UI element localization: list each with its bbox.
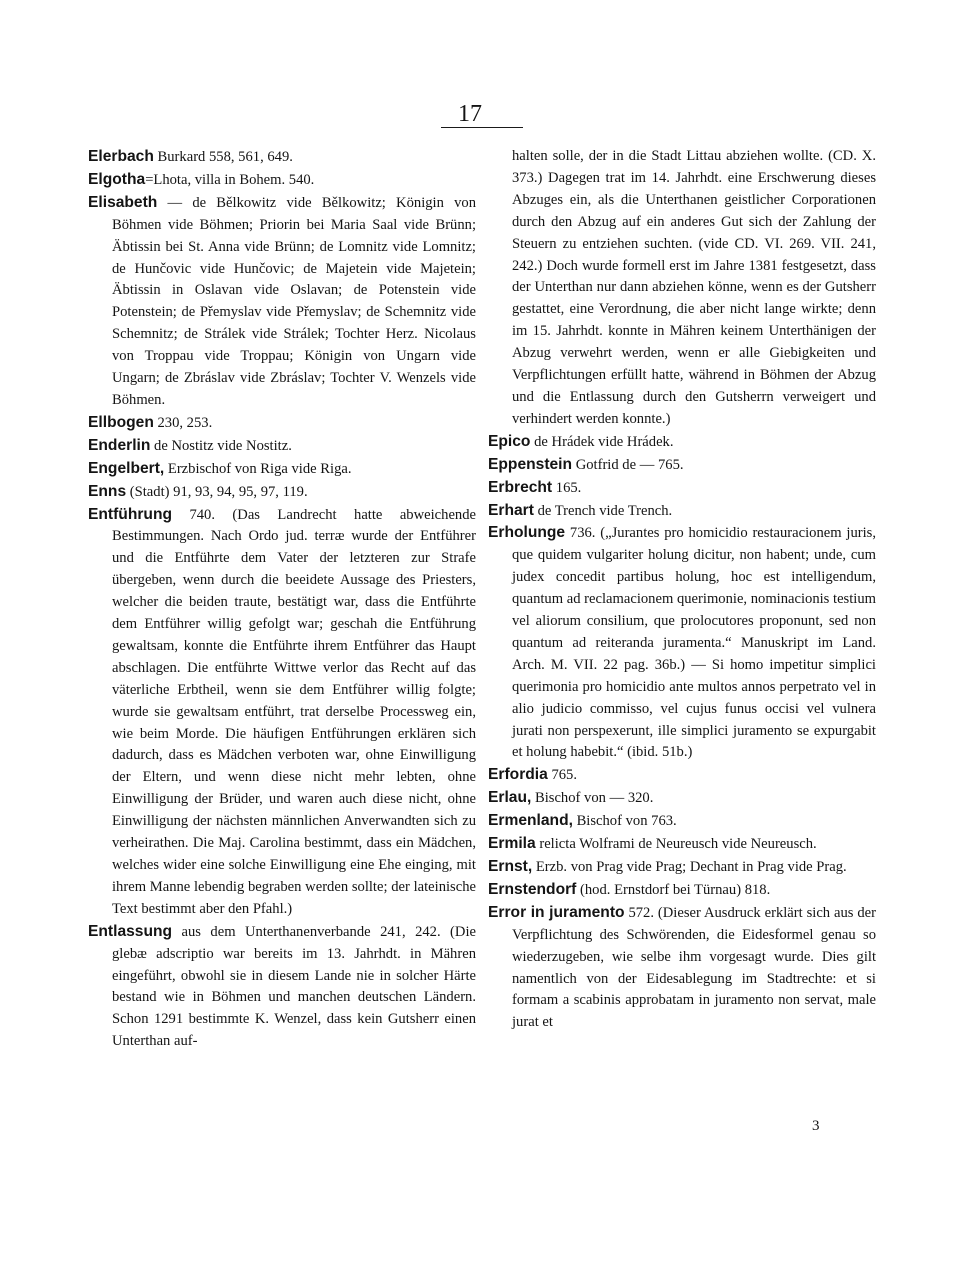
entry-headword: Enderlin [88, 436, 151, 454]
index-entry [488, 810, 876, 833]
page-number-rule [441, 127, 523, 128]
entry-text: de Nostitz vide Nostitz. [150, 437, 292, 454]
entry-text: relicta Wolframi de Neureusch vide Neureusch. [535, 836, 817, 853]
entry-text: de Trench vide Trench. [533, 502, 673, 519]
index-entry [488, 522, 876, 764]
entry-headword: Erholunge [488, 524, 566, 542]
index-entry-continuation [488, 146, 876, 431]
index-entry [88, 146, 476, 169]
index-entry [488, 787, 876, 810]
index-entry [88, 458, 476, 481]
entry-text: 230, 253. [153, 414, 213, 431]
entry-text: (Stadt) 91, 93, 94, 95, 97, 119. [126, 483, 308, 500]
index-entry [88, 481, 476, 504]
entry-text: =Lhota, villa in Bohem. 540. [145, 171, 315, 188]
left-column [88, 146, 476, 1053]
entry-headword: Ermenland, [488, 812, 573, 830]
index-entry [488, 500, 876, 523]
entry-text: aus dem Unterthanenverbande 241, 242. (Die glebæ adscriptio war bereits im 13. Jahrhdt. in Mähren eingeführt, obwohl sie in diesem Lande nie in solcher Härte bestand wie in Böhmen und manchen deutschen Ländern. Schon 1291 bestimmte K. Wenzel, dass kein Gutsherr einen Unterthan auf- [112, 923, 476, 1050]
entry-text: 736. („Jurantes pro homicidio restauracionem juris, que quidem vulgariter holung dicitur, non habent; unde, cum judex concedit partibus holung, hoc est intelligendum, quantum ad reclamacionem querimonie, nominacionis testium vel aliorum consilium, que prolocutores proponunt, sed non quantum ad reiteranda juramenta.“ Manuskript im Land. Arch. M. VII. 22 pag. 36b.) — Si homo impetitur simplici querimonia pro homicidio ante multos annos perpetrato vel in alio judicio commisso, vel cujus funus occisi vel vulnera jurati non perspexerunt, ille simplici juramento se expurgabit et holung habebit.“ (ibid. 51b.) [512, 525, 876, 761]
entry-text: Erzb. von Prag vide Prag; Dechant in Prag vide Prag. [532, 859, 847, 875]
index-entry [488, 879, 876, 902]
entry-headword: Elisabeth [88, 193, 158, 211]
entry-headword: Elerbach [88, 148, 154, 165]
index-entry [88, 435, 476, 458]
entry-headword: Enns [88, 482, 127, 500]
entry-text: 740. (Das Landrecht hatte abweichende Bestimmungen. Nach Ordo jud. terræ wurde der Entführer und die Entführte dem Vater der letzteren zur Strafe übergeben, wenn durch die beeidete Aussage des Priesters, welcher die beiden traute, bestätigt war, dass die Entführte dem Entführer willig gefolgt war; geschah die Entführung gewaltsam, konnte die Entführte ihrem Entführer das Haupt abschlagen. Die entführte Wittwe verlor das Recht auf das väterliche Erbtheil, wenn sie dem Entführer willig folgte; wurde sie gewaltsam entführt, trat derselbe Processweg ein, wie beim Morde. Die häufigen Entführungen erklären sich dadurch, dass es Mädchen verboten war, ohne Einwilligung der Eltern, und wenn diese nicht mehr lebten, ohne Einwilligung der Brüder, und waren auch diese nicht, ohne Einwilligung der nächsten männlichen Anverwandten sich zu verheirathen. Die Maj. Carolina bestimmt, dass ein Mädchen, welches wider eine solche Einwilligung eine Ehe einging, mit ihrem Manne lebendig begraben werden sollte; der lateinische Text bestimmt aber den Pfahl.) [112, 506, 476, 917]
entry-headword: Engelbert, [88, 459, 165, 477]
entry-headword: Ermila [488, 835, 536, 853]
index-entry [88, 921, 476, 1053]
signature-mark: 3 [812, 1118, 820, 1134]
entry-headword: Erlau, [488, 789, 532, 807]
entry-headword: Epico [488, 432, 531, 450]
entry-text: de Hrádek vide Hrádek. [530, 433, 674, 450]
entry-headword: Eppenstein [488, 455, 573, 473]
entry-headword: Erfordia [488, 766, 548, 784]
entry-text: Burkard 558, 561, 649. [153, 149, 293, 165]
entry-headword: Error in juramento [488, 903, 625, 921]
entry-text: Bischof von 763. [572, 813, 677, 830]
entry-headword: Ellbogen [88, 413, 154, 431]
page-number: 17 [458, 101, 482, 127]
index-entry [88, 169, 476, 192]
entry-text: Bischof von — 320. [531, 790, 654, 807]
entry-headword: Erbrecht [488, 478, 553, 496]
entry-text: halten solle, der in die Stadt Littau abziehen wollte. (CD. X. 373.) Dagegen trat im 14. Jahrhdt. eine Erschwerung dieses Abzuges ein, als die Unterthanen geistlicher Corporationen durch den Abzug auf ein anderes Gut sich der Zahlung der Steuern zu entziehen suchten. (vide CD. VI. 269. VII. 241, 242.) Doch wurde formell erst im Jahre 1381 festgesetzt, dass der Unterthan nur dann abziehen könne, wenn es der Gutsherr gestattet, eine Verordnung, die aber nicht lange wirkte; denn im 15. Jahrhdt. konnte in Mähren keinem Unterthänigen der Abzug verwehrt werden, wenn er alle Giebigkeiten und Verpflichtungen erfüllt hatte, während in Böhmen der Abzug und die Entlassung durch den Gutsherrn verweigert und verhindert werden konnte.) [512, 148, 876, 427]
index-entry [488, 477, 876, 500]
entry-headword: Elgotha [88, 170, 146, 188]
index-entry [88, 192, 476, 412]
index-entry [488, 431, 876, 454]
entry-text: 765. [547, 767, 577, 784]
right-column [488, 146, 876, 1034]
entry-headword: Erhart [488, 501, 534, 519]
entry-headword: Ernst, [488, 858, 533, 875]
entry-text: 165. [552, 479, 582, 496]
index-entry [488, 833, 876, 856]
index-entry [488, 764, 876, 787]
entry-text: (hod. Ernstdorf bei Türnau) 818. [576, 881, 771, 898]
index-entry [88, 504, 476, 921]
index-entry [488, 902, 876, 1034]
entry-headword: Entführung [88, 505, 173, 523]
entry-text: — de Bělkowitz vide Bělkowitz; Königin von Böhmen vide Böhmen; Priorin bei Maria Saal vide Brünn; Äbtissin bei St. Anna vide Brünn; de Lomnitz vide Lomnitz; de Hunčovic vide Hunčovic; de Majetein vide Majetein; Äbtissin in Oslavan vide Oslavan; de Potenstein vide Potenstein; de Přemyslav vide Přemyslav; de Schemnitz vide Schemnitz; de Strálek vide Strálek; Tochter Herz. Nicolaus von Troppau vide Troppau; Königin von Ungarn vide Ungarn; de Zbráslav vide Zbráslav; Tochter V. Wenzels vide Böhmen. [112, 194, 476, 408]
entry-text: 572. (Dieser Ausdruck erklärt sich aus der Verpflichtung des Schwörenden, die Eidesformel genau so wiederzugeben, wie selbe ihm vorgesagt wurde. Dies gilt namentlich von der Eidesablegung im Stadtrechte: et si formam a scabinis approbatam in juramento non servat, male jurat et [512, 904, 877, 1031]
entry-text: Gotfrid de — 765. [572, 456, 684, 473]
entry-text: Erzbischof von Riga vide Riga. [164, 460, 352, 477]
index-entry [488, 454, 876, 477]
index-entry [88, 412, 476, 435]
index-entry [488, 856, 876, 879]
entry-headword: Entlassung [88, 922, 173, 940]
entry-headword: Ernstendorf [488, 880, 577, 898]
